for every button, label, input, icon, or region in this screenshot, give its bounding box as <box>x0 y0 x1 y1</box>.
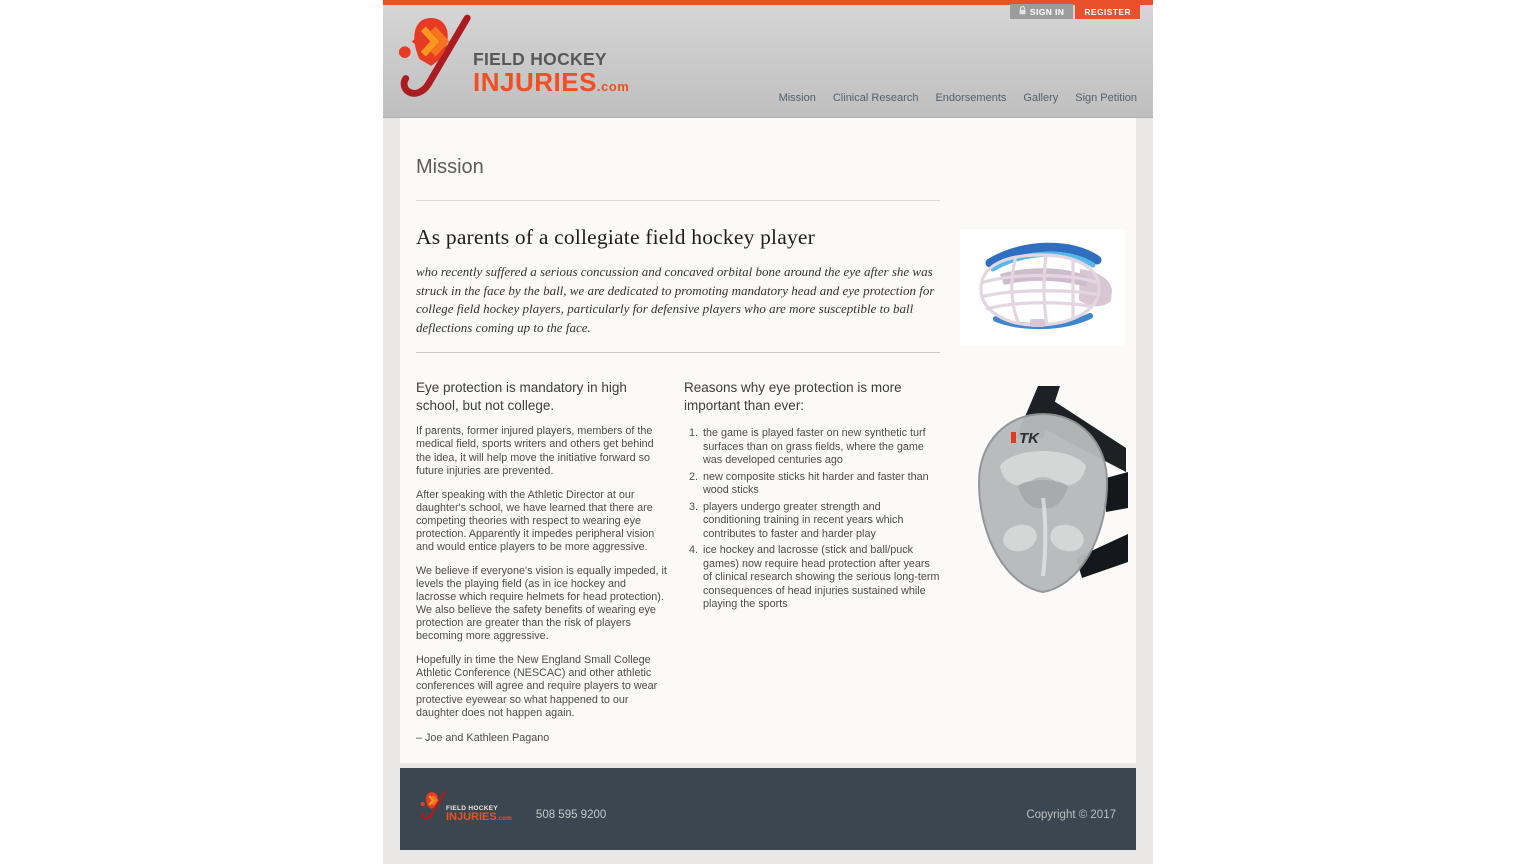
main-nav <box>762 92 1137 104</box>
site-header <box>383 5 1153 118</box>
svg-text:TK: TK <box>1019 430 1039 447</box>
logo-line1: FIELD HOCKEY <box>473 49 607 69</box>
nav-item-mission[interactable]: Mission <box>778 92 816 104</box>
nav-item-clinical-research[interactable]: Clinical Research <box>832 92 919 104</box>
left-paragraph-2: After speaking with the Athletic Director at our daughter's school, we have learned that there are competing theories with respect to wearing eye protection. Apparently it impedes peripheral vision and would entice players to be more aggressive. <box>416 488 655 553</box>
footer-logo-wordmark: FIELD HOCKEY INJURIES.com <box>446 805 512 824</box>
divider-top <box>416 200 940 201</box>
logo-wordmark <box>473 49 629 110</box>
content-card <box>400 118 1136 763</box>
site-footer <box>400 768 1136 850</box>
footer-logo-icon <box>420 790 448 828</box>
mission-text-area <box>416 225 940 745</box>
field-hockey-goggles-image <box>960 229 1125 346</box>
page-title: Mission <box>416 156 484 178</box>
lock-icon <box>1019 6 1026 17</box>
left-column <box>416 379 668 744</box>
left-paragraph-3: We believe if everyone's vision is equally impeded, it levels the playing field (as in ice hockey and lacrosse which require helmets for head protection). We also believe the safety benefits of wearing eye protection are greater than the risk of players becoming more aggressive. <box>416 564 667 643</box>
reason-item-1: 1. the game is played faster on new synthetic turf surfaces than on grass fields, where the game was developed centuries ago <box>701 427 940 467</box>
sign-in-button[interactable] <box>1010 4 1073 19</box>
right-column-heading: Reasons why eye protection is more important than ever: <box>684 380 902 413</box>
nav-item-gallery[interactable]: Gallery <box>1023 92 1059 104</box>
nav-item-endorsements[interactable]: Endorsements <box>935 92 1007 104</box>
reasons-list <box>684 427 940 611</box>
reason-item-3: 3. players undergo greater strength and conditioning training in recent years which contributes to faster and harder play <box>701 501 940 541</box>
footer-phone: 508 595 9200 <box>535 809 607 821</box>
site-logo[interactable] <box>397 13 629 110</box>
reason-item-4: 4. ice hockey and lacrosse (stick and ball/puck games) now require head protection after years of clinical research showing the serious long-term consequences of head injuries sustained while playing the sports <box>701 544 940 611</box>
images-column <box>960 225 1128 745</box>
reason-item-2: 2. new composite sticks hit harder and faster than wood sticks <box>701 471 940 498</box>
logo-line2: INJURIES.com <box>473 67 630 97</box>
left-paragraph-1: If parents, former injured players, members of the medical field, sports writers and others get behind the idea, it will help move the initiative forward so future injuries are prevented. <box>416 425 654 477</box>
nav-item-sign-petition[interactable]: Sign Petition <box>1075 92 1137 104</box>
right-column <box>684 379 940 744</box>
intro-heading: As parents of a collegiate field hockey player <box>416 225 816 249</box>
tk-face-mask-image <box>958 386 1128 601</box>
divider-mid <box>416 352 940 353</box>
site-container <box>383 0 1153 864</box>
left-paragraph-4: Hopefully in time the New England Small College Athletic Conference (NESCAC) and other athletic conferences will agree and require players to wear protective eyewear so what happened to our daughter does not happen again. <box>416 654 658 719</box>
auth-buttons <box>1010 4 1140 19</box>
signature: – Joe and Kathleen Pagano <box>416 731 550 744</box>
intro-paragraph: who recently suffered a serious concussion and concaved orbital bone around the eye after she was struck in the face by the ball, we are dedicated to promoting mandatory head and eye protection for college field hockey players, particularly for defensive players who are more susceptible to ball deflections coming up to the face. <box>416 264 935 335</box>
left-column-heading: Eye protection is mandatory in high school, but not college. <box>416 380 627 413</box>
page-body <box>383 118 1153 864</box>
field-hockey-player-logo-icon <box>397 13 477 110</box>
register-button[interactable] <box>1075 4 1140 19</box>
logo-tld: .com <box>596 79 630 94</box>
footer-copyright: Copyright © 2017 <box>1026 809 1116 821</box>
footer-logo[interactable] <box>420 790 512 828</box>
register-label: REGISTER <box>1084 6 1131 17</box>
sign-in-label: SIGN IN <box>1029 6 1065 17</box>
